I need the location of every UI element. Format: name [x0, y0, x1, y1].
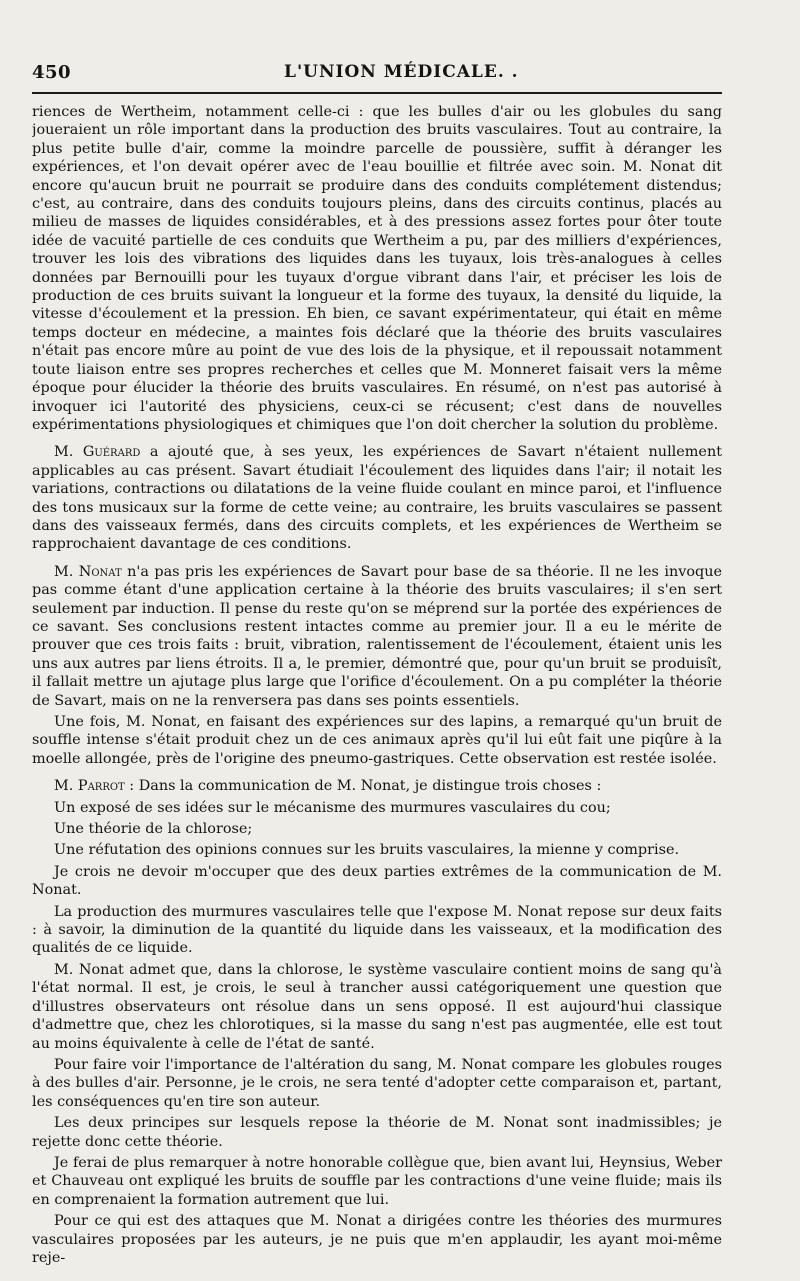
paragraph	[32, 713, 722, 768]
paragraph	[32, 903, 722, 958]
paragraph	[32, 563, 722, 710]
header-rule	[32, 92, 722, 94]
paragraph-text: n'a pas pris les expériences de Savart pour base de sa théorie. Il ne les invoque pas comme étant d'une application certaine à la théorie des bruits vasculaires; il s'en sert seulement par induction. Il pense du reste qu'on se méprend sur la portée des expériences de ce savant. Ses conclusions restent intactes comme au premier jour. Il a eu le mérite de prouver que ces trois faits : bruit, vibration, ralentissement de l'écoulement, étaient unis les uns aux autres par liens étroits. Il a, le premier, démontré que, pour qu'un bruit se produisît, il fallait mettre un ajutage plus large que l'orifice d'écoulement. On a pu compléter la théorie de Savart, mais on ne la renversera pas dans ses points essentiels.	[32, 563, 722, 709]
paragraph-text: Une théorie de la chlorose;	[54, 821, 253, 838]
paragraph	[32, 820, 722, 838]
paragraph-text: Pour ce qui est des attaques que M. Nonat a dirigées contre les théories des murmures vasculaires proposées par les auteurs, je ne puis que m'en applaudir, les ayant moi-même reje-	[32, 1213, 722, 1266]
paragraph-text: Un exposé de ses idées sur le mécanisme des murmures vasculaires du cou;	[54, 799, 611, 816]
paragraph	[32, 443, 722, 553]
paragraph	[32, 841, 722, 859]
paragraph	[32, 863, 722, 900]
speaker-name: M. Parrot	[54, 778, 125, 795]
paragraph	[32, 1212, 722, 1267]
paragraph-text: Je crois ne devoir m'occuper que des deux parties extrêmes de la communication de M. Nonat.	[32, 863, 722, 899]
paragraph	[32, 1114, 722, 1151]
paragraph-text: Une réfutation des opinions connues sur les bruits vasculaires, la mienne y comprise.	[54, 842, 680, 859]
paragraph	[32, 1056, 722, 1111]
paragraph	[32, 1154, 722, 1209]
paragraph-text: Les deux principes sur lesquels repose la théorie de M. Nonat sont inadmissibles; je rejette donc cette théorie.	[32, 1115, 722, 1150]
running-title: L'UNION MÉDICALE. .	[284, 62, 519, 82]
paragraph	[32, 103, 722, 434]
paragraph-text: riences de Wertheim, notamment celle-ci : que les bulles d'air ou les globules du sang joueraient un rôle important dans la production des bruits vasculaires. Tout au contraire, la plus petite bulle d'air, comme la moindre parcelle de poussière, suffit à déranger les expériences, et l'on devait opérer avec de l'eau bouillie et filtrée avec soin. M. Nonat dit encore qu'aucun bruit ne pourrait se produire dans des conduits complétement distendus; c'est, au contraire, dans des conduits toujours pleins, dans des circuits continus, placés au milieu de masses de liquides considérables, et à des pressions assez fortes pour ôter toute idée de vacuité partielle de ces conduits que Wertheim a pu, par des milliers d'expériences, trouver les lois des vibrations des liquides dans les tuyaux, lois très-analogues à celles données par Bernouilli pour les tuyaux d'orgue vibrant dans l'air, et préciser les lois de production de ces bruits suivant la longueur et la forme des tuyaux, la densité du liquide, la vitesse d'écoulement et la pression. Eh bien, ce savant expérimentateur, qui était en même temps docteur en médecine, a maintes fois déclaré que la théorie des bruits vasculaires n'était pas encore mûre au point de vue des lois de la physique, et il repoussait notamment toute liaison entre ses propres recherches et celles que M. Monneret faisait vers la même époque pour élucider la théorie des bruits vasculaires. En résumé, on n'est pas autorisé à invoquer ici l'autorité des physiciens, ceux-ci se récusent; c'est dans de nouvelles expérimentations physiologiques et chimiques que l'on doit chercher la solution du problème.	[32, 104, 722, 433]
paragraph-text: a ajouté que, à ses yeux, les expériences de Savart n'étaient nullement applicables au cas présent. Savart étudiait l'écoulement des liquides dans l'air; il notait les variations, contractions ou dilatations de la veine fluide coulant en mince paroi, et l'influence des tons musicaux sur la forme de cette veine; au contraire, les bruits vasculaires se passent dans des vaisseaux fermés, dans des circuits complets, et les expériences de Wertheim se rapprochaient davantage de ces conditions.	[32, 444, 722, 553]
paragraph	[32, 777, 722, 795]
paragraph-text: M. Nonat admet que, dans la chlorose, le système vasculaire contient moins de sang qu'à l'état normal. Il est, je crois, le seul à trancher aussi catégoriquement une question que d'illustres observateurs ont résolue dans un sens opposé. Il est aujourd'hui classique d'admettre que, chez les chlorotiques, si la masse du sang n'est pas augmentée, elle est tout au moins équivalente à celle de l'état de santé.	[32, 961, 722, 1052]
paragraph	[32, 961, 722, 1053]
speaker-name: M. Nonat	[54, 563, 122, 580]
page-header	[32, 58, 722, 88]
paragraph-text: : Dans la communication de M. Nonat, je distingue trois choses :	[124, 778, 602, 795]
speaker-name: M. Guérard	[54, 444, 141, 461]
paragraph-text: Pour faire voir l'importance de l'altération du sang, M. Nonat compare les globules rouges à des bulles d'air. Personne, je le crois, ne sera tenté d'adopter cette comparaison et, partant, les conséquences qu'en tire son auteur.	[32, 1056, 722, 1110]
article-body	[32, 103, 722, 1273]
paragraph-text: Une fois, M. Nonat, en faisant des expériences sur des lapins, a remarqué qu'un bruit de souffle intense s'était produit chez un de ces animaux après qu'il lui eût fait une piqûre à la moelle allongée, près de l'origine des pneumo-gastriques. Cette observation est restée isolée.	[32, 714, 722, 767]
page-number: 450	[32, 62, 72, 83]
paragraph	[32, 799, 722, 817]
paragraph-text: Je ferai de plus remarquer à notre honorable collègue que, bien avant lui, Heynsius, Weber et Chauveau ont expliqué les bruits de souffle par les contractions d'une veine fluide; mais ils en comprenaient la formation autrement que lui.	[32, 1154, 722, 1208]
paragraph-text: La production des murmures vasculaires telle que l'expose M. Nonat repose sur deux faits : à savoir, la diminution de la quantité du liquide dans les vaisseaux, et la modification des qualités de ce liquide.	[32, 903, 722, 957]
